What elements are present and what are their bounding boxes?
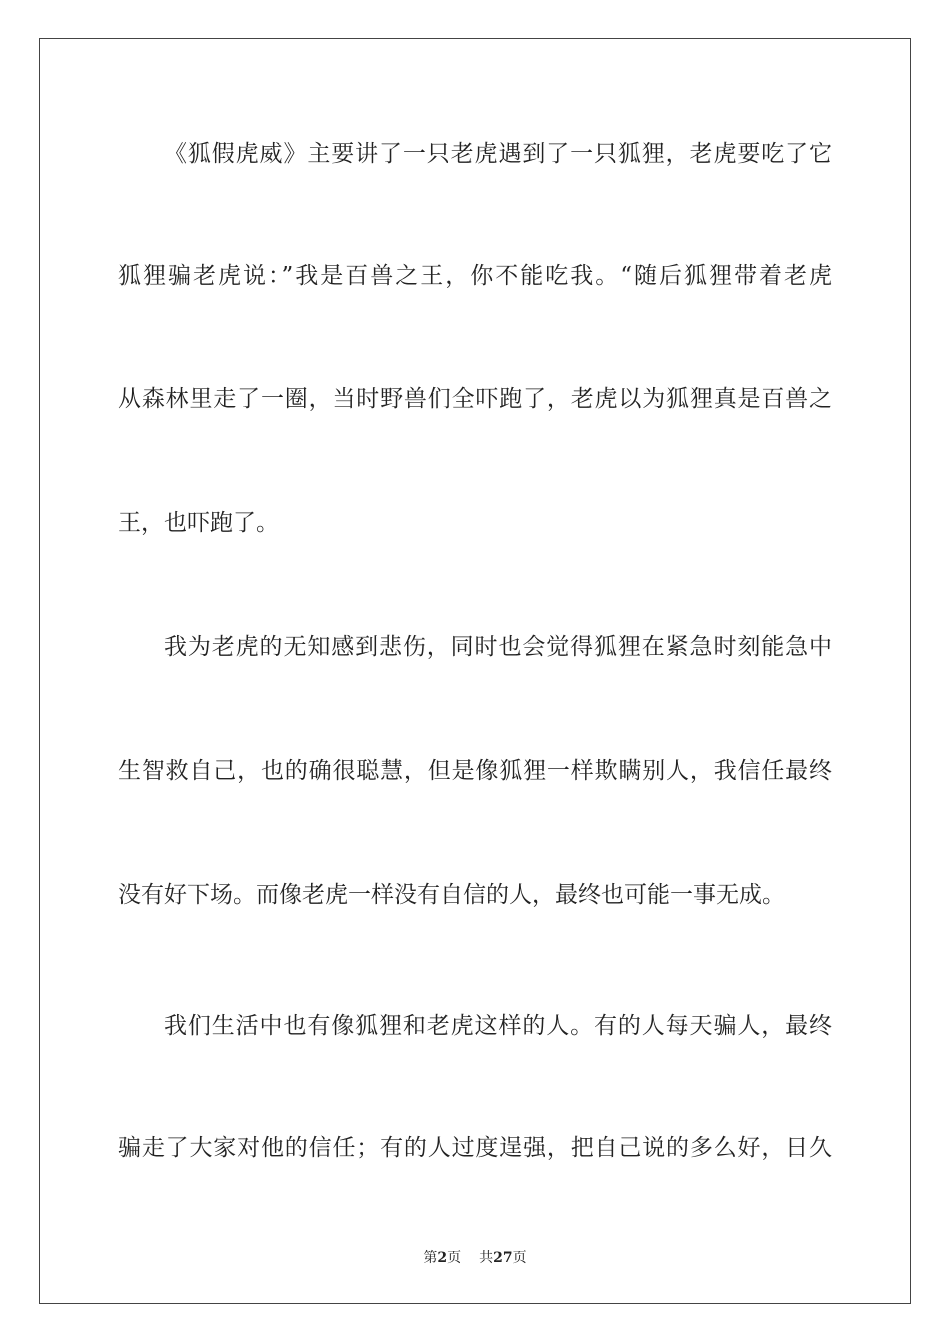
total-prefix: 共	[479, 1250, 494, 1266]
text-line-4: 王，也吓跑了。	[118, 510, 279, 536]
page-border	[39, 38, 911, 1304]
text-line-5: 我为老虎的无知感到悲伤，同时也会觉得狐狸在紧急时刻能急中	[164, 634, 832, 660]
text-line-6: 生智救自己，也的确很聪慧，但是像狐狸一样欺瞒别人，我信任最终	[118, 758, 832, 784]
text-line-8: 我们生活中也有像狐狸和老虎这样的人。有的人每天骗人，最终	[164, 1013, 832, 1039]
text-line-7: 没有好下场。而像老虎一样没有自信的人，最终也可能一事无成。	[118, 882, 785, 908]
page-footer	[0, 1247, 950, 1267]
page-number: 2	[437, 1250, 448, 1266]
page-prefix: 第	[423, 1250, 438, 1266]
text-line-3: 从森林里走了一圈，当时野兽们全吓跑了，老虎以为狐狸真是百兽之	[118, 386, 832, 412]
text-line-1: 《狐假虎威》主要讲了一只老虎遇到了一只狐狸，老虎要吃了它	[164, 141, 832, 167]
total-suffix: 页	[512, 1250, 527, 1266]
total-pages: 27	[493, 1250, 513, 1266]
text-line-9: 骗走了大家对他的信任；有的人过度逞强，把自己说的多么好，日久	[118, 1135, 832, 1161]
page-suffix: 页	[447, 1250, 462, 1266]
text-line-2: 狐狸骗老虎说：”我是百兽之王，你不能吃我。“随后狐狸带着老虎	[118, 263, 832, 289]
